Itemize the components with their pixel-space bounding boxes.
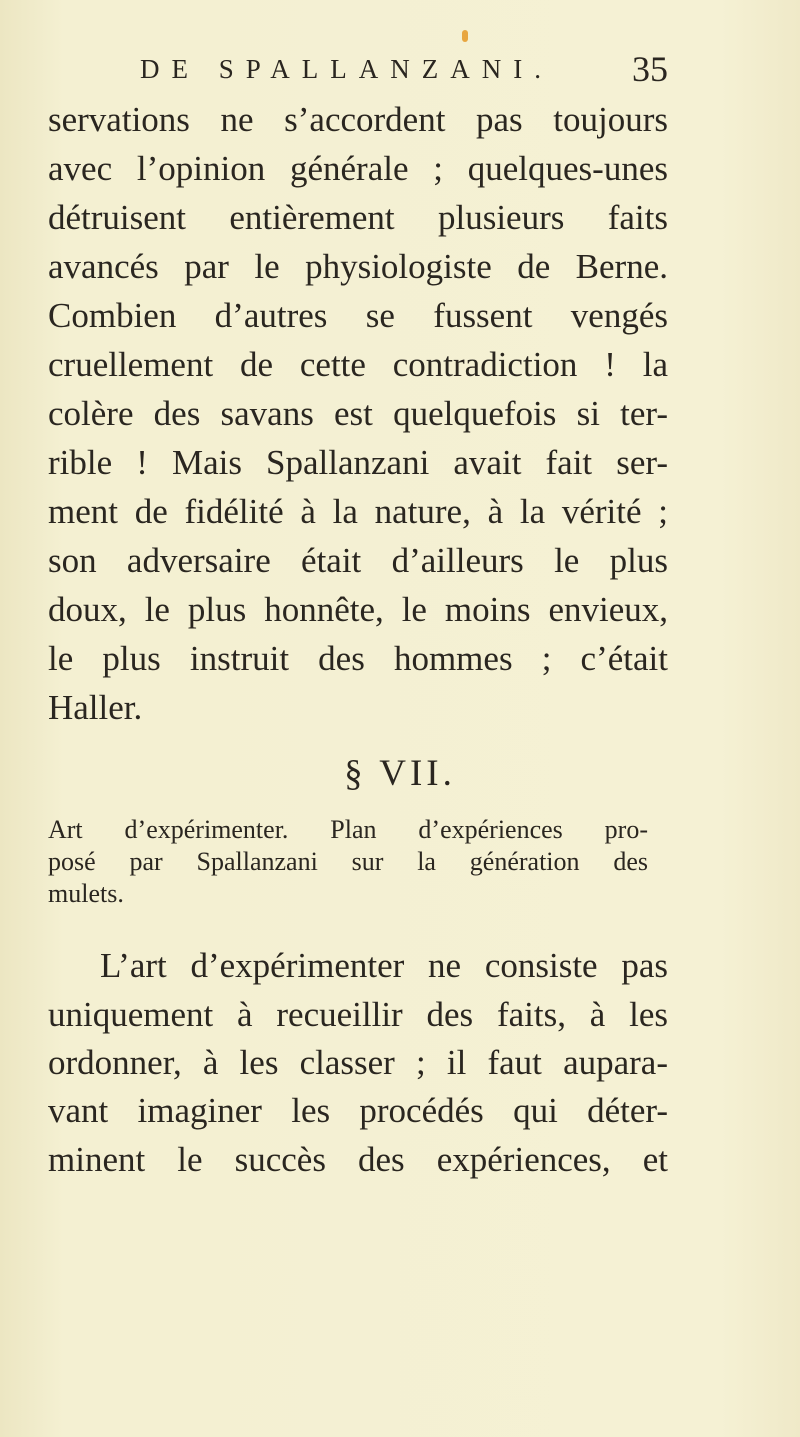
text-line: uniquement à recueillir des faits, à les (48, 995, 668, 1034)
text-line: Combien d’autres se fussent vengés (48, 296, 668, 335)
summary-line: Art d’expérimenter. Plan d’expériences pro- (48, 815, 648, 844)
text-line: doux, le plus honnête, le moins envieux, (48, 590, 668, 629)
summary-line: mulets. (48, 879, 124, 908)
text-line: L’art d’expérimenter ne consiste pas (100, 946, 668, 985)
text-line: le plus instruit des hommes ; c’était (48, 639, 668, 678)
text-line: colère des savans est quelquefois si ter- (48, 394, 668, 433)
text-line: ment de fidélité à la nature, à la vérité ; (48, 492, 668, 531)
text-line: vant imaginer les procédés qui déter- (48, 1091, 668, 1130)
section-heading: § VII. (344, 753, 456, 794)
text-line: Haller. (48, 688, 143, 727)
text-line: détruisent entièrement plusieurs faits (48, 198, 668, 237)
text-line: son adversaire était d’ailleurs le plus (48, 541, 668, 580)
text-line: minent le succès des expériences, et (48, 1140, 668, 1179)
text-line: servations ne s’accordent pas toujours (48, 100, 668, 139)
text-line: avec l’opinion générale ; quelques-unes (48, 149, 668, 188)
ink-spot (462, 30, 468, 42)
page-number: 35 (632, 49, 668, 89)
summary-line: posé par Spallanzani sur la génération des (48, 847, 648, 876)
text-line: avancés par le physiologiste de Berne. (48, 247, 668, 286)
text-line: cruellement de cette contradiction ! la (48, 345, 668, 384)
running-header (140, 48, 668, 88)
running-title: DE SPALLANZANI. (140, 54, 554, 84)
text-line: ordonner, à les classer ; il faut aupara- (48, 1043, 668, 1082)
text-line: rible ! Mais Spallanzani avait fait ser- (48, 443, 668, 482)
